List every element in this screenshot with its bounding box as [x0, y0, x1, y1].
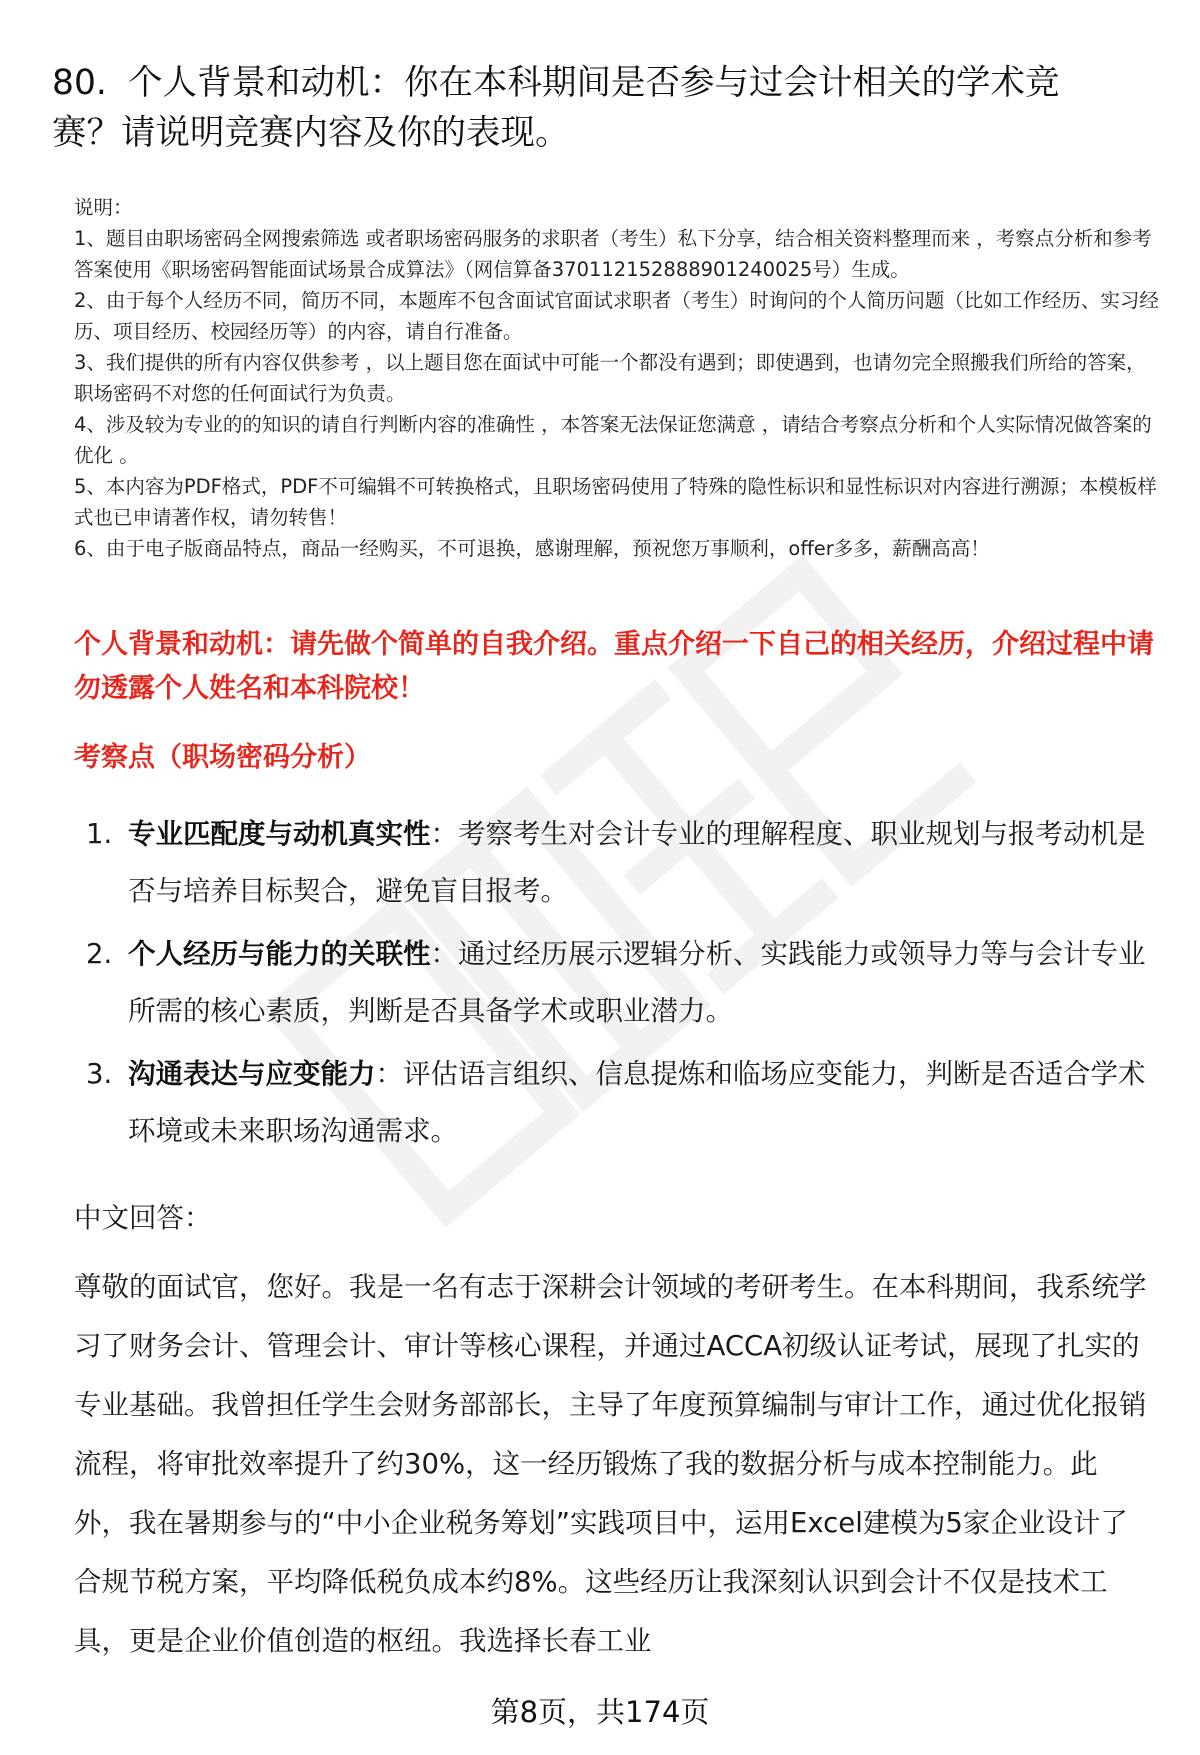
question-number: 80. — [52, 63, 107, 103]
point-title: 个人经历与能力的关联性 — [128, 938, 431, 970]
note-item: 1、题目由职场密码全网搜索筛选 或者职场密码服务的求职者（考生）私下分享，结合相关资料整理而来 ，考察点分析和参考答案使用《职场密码智能面试场景合成算法》（网信算备370112152888901240025号）生成。 — [74, 227, 1152, 281]
page-footer: 第8页，共174页 — [490, 1695, 710, 1729]
analysis-heading: 考察点（职场密码分析） — [74, 742, 371, 773]
point-title: 沟通表达与应变能力 — [128, 1058, 376, 1090]
point-text: ：考察考生对会计专业的理解程度、职业规划与报考动机是否与培养目标契合，避免盲目报考。 — [128, 818, 1146, 907]
note-item: 4、涉及较为专业的的知识的请自行判断内容的准确性 ，本答案无法保证您满意 ，请结合考察点分析和个人实际情况做答案的优化 。 — [74, 413, 1152, 467]
analysis-point — [80, 806, 1150, 920]
point-index: 1. — [86, 818, 113, 850]
notes-section — [74, 192, 1164, 564]
point-index: 3. — [86, 1058, 113, 1090]
analysis-points — [80, 806, 1150, 1166]
point-text: ：通过经历展示逻辑分析、实践能力或领导力等与会计专业所需的核心素质，判断是否具备学术或职业潜力。 — [128, 938, 1146, 1027]
analysis-point — [80, 926, 1150, 1040]
answer-label: 中文回答： — [74, 1202, 212, 1234]
question-title — [52, 58, 1112, 158]
notes-heading: 说明： — [74, 196, 133, 219]
question-text: 个人背景和动机：你在本科期间是否参与过会计相关的学术竞赛？请说明竞赛内容及你的表现。 — [52, 63, 1060, 153]
note-item: 5、本内容为PDF格式，PDF不可编辑不可转换格式，且职场密码使用了特殊的隐性标识和显性标识对内容进行溯源；本模板样式也已申请著作权，请勿转售！ — [74, 475, 1157, 529]
point-title: 专业匹配度与动机真实性 — [128, 818, 431, 850]
answer-text: 尊敬的面试官，您好。我是一名有志于深耕会计领域的考研考生。在本科期间，我系统学习了财务会计、管理会计、审计等核心课程，并通过ACCA初级认证考试，展现了扎实的专业基础。我曾担任学生会财务部部长，主导了年度预算编制与审计工作，通过优化报销流程，将审批效率提升了约30%，这一经历锻炼了我的数据分析与成本控制能力。此外，我在暑期参与的“中小企业税务筹划”实践项目中，运用Excel建模为5家企业设计了合规节税方案，平均降低税负成本约8%。这些经历让我深刻认识到会计不仅是技术工具，更是企业价值创造的枢纽。我选择长春工业 — [74, 1271, 1147, 1657]
point-index: 2. — [86, 938, 113, 970]
interview-question: 个人背景和动机：请先做个简单的自我介绍。重点介绍一下自己的相关经历，介绍过程中请勿透露个人姓名和本科院校！ — [74, 629, 1154, 704]
point-text: ：评估语言组织、信息提炼和临场应变能力，判断是否适合学术环境或未来职场沟通需求。 — [128, 1058, 1146, 1147]
note-item: 3、我们提供的所有内容仅供参考 ，以上题目您在面试中可能一个都没有遇到；即使遇到，也请勿完全照搬我们所给的答案，职场密码不对您的任何面试行为负责。 — [74, 351, 1146, 405]
note-item: 2、由于每个人经历不同，简历不同，本题库不包含面试官面试求职者（考生）时询问的个人简历问题（比如工作经历、实习经历、项目经历、校园经历等）的内容，请自行准备。 — [74, 289, 1159, 343]
note-item: 6、由于电子版商品特点，商品一经购买，不可退换，感谢理解，预祝您万事顺利，offer多多，薪酬高高！ — [74, 537, 990, 560]
analysis-point — [80, 1046, 1150, 1160]
